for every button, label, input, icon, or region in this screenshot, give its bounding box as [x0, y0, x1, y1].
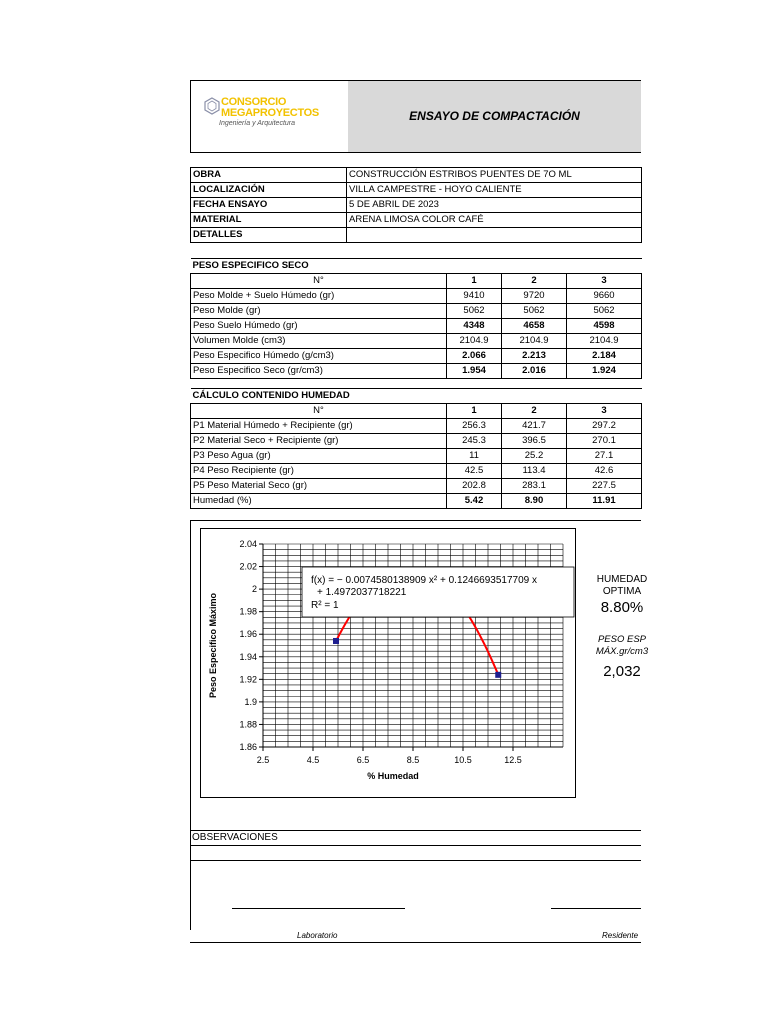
info-row — [191, 228, 642, 243]
peso-cell: 2.184 — [567, 349, 642, 364]
peso-row — [191, 349, 642, 364]
peso-cell: 2104.9 — [447, 334, 502, 349]
peso-row-label: Peso Especifico Seco (gr/cm3) — [191, 364, 447, 379]
peso-head-3: 3 — [567, 274, 642, 289]
info-label: MATERIAL — [191, 213, 347, 228]
humedad-cell: 256.3 — [447, 419, 502, 434]
humedad-cell: 202.8 — [447, 479, 502, 494]
obs-line-2 — [190, 860, 641, 861]
info-value: 5 DE ABRIL DE 2023 — [347, 198, 642, 213]
signature-line-residente — [551, 908, 641, 909]
peso-row — [191, 319, 642, 334]
x-tick-label: 4.5 — [306, 755, 320, 765]
peso-row — [191, 364, 642, 379]
y-tick-label: 2 — [251, 584, 257, 595]
peso-esp-value: 2,032 — [603, 663, 641, 680]
peso-cell: 9660 — [567, 289, 642, 304]
humedad-row-label: P3 Peso Agua (gr) — [191, 449, 447, 464]
peso-cell: 2.016 — [502, 364, 567, 379]
y-tick-label: 1.88 — [239, 719, 257, 730]
info-row — [191, 168, 642, 183]
info-row — [191, 198, 642, 213]
equation-line1: f(x) = − 0.0074580138909 x² + 0.1246693517709 x — [311, 575, 538, 586]
humedad-row — [191, 464, 642, 479]
y-tick-label: 1.98 — [239, 606, 257, 617]
info-row — [191, 213, 642, 228]
y-tick-label: 1.86 — [239, 742, 257, 752]
info-label: DETALLES — [191, 228, 347, 243]
x-tick-label: 12.5 — [504, 755, 522, 765]
peso-cell: 2104.9 — [502, 334, 567, 349]
r-squared: R² = 1 — [311, 600, 339, 611]
peso-cell: 9410 — [447, 289, 502, 304]
humedad-section-title: CÁLCULO CONTENIDO HUMEDAD — [191, 389, 642, 404]
y-tick-label: 1.92 — [239, 674, 257, 685]
humedad-row — [191, 449, 642, 464]
data-point — [333, 638, 339, 644]
humedad-cell: 8.90 — [502, 494, 567, 509]
logo-text-line1: CONSORCIO — [221, 96, 287, 108]
y-tick-label: 1.94 — [239, 651, 257, 662]
peso-row-label: Peso Molde (gr) — [191, 304, 447, 319]
peso-cell: 1.954 — [447, 364, 502, 379]
peso-cell: 4348 — [447, 319, 502, 334]
peso-section-title: PESO ESPECIFICO SECO — [191, 259, 642, 274]
peso-cell: 5062 — [567, 304, 642, 319]
humedad-cell: 113.4 — [502, 464, 567, 479]
peso-cell: 1.924 — [567, 364, 642, 379]
humedad-row — [191, 494, 642, 509]
peso-esp-label2: MÁX.gr/cm3 — [595, 646, 649, 657]
title-box — [348, 81, 641, 152]
y-tick-label: 2.02 — [239, 561, 257, 572]
peso-row — [191, 334, 642, 349]
peso-cell: 2.213 — [502, 349, 567, 364]
info-value — [347, 228, 642, 243]
humedad-cell: 11 — [447, 449, 502, 464]
logo-text-line2: MEGAPROYECTOS — [221, 107, 319, 119]
observaciones-label: OBSERVACIONES — [192, 832, 278, 843]
info-value: ARENA LIMOSA COLOR CAFÉ — [347, 213, 642, 228]
data-point — [495, 672, 501, 678]
info-value: CONSTRUCCIÓN ESTRIBOS PUENTES DE 7O ML — [347, 168, 642, 183]
peso-cell: 2104.9 — [567, 334, 642, 349]
humedad-head-1: 1 — [447, 404, 502, 419]
peso-row-label: Peso Especifico Húmedo (g/cm3) — [191, 349, 447, 364]
peso-row — [191, 304, 642, 319]
info-label: OBRA — [191, 168, 347, 183]
peso-head-n: N° — [191, 274, 447, 289]
humedad-head-n: N° — [191, 404, 447, 419]
peso-cell: 4658 — [502, 319, 567, 334]
x-tick-label: 2.5 — [256, 755, 270, 765]
humedad-cell: 5.42 — [447, 494, 502, 509]
humedad-row-label: P1 Material Húmedo + Recipiente (gr) — [191, 419, 447, 434]
humedad-cell: 245.3 — [447, 434, 502, 449]
y-tick-label: 1.96 — [239, 629, 257, 640]
x-axis-label: % Humedad — [367, 771, 419, 781]
humedad-cell: 297.2 — [567, 419, 642, 434]
x-tick-label: 8.5 — [406, 755, 420, 765]
info-label: LOCALIZACIÓN — [191, 183, 347, 198]
obs-top-line — [190, 830, 641, 831]
compaction-chart — [200, 528, 576, 798]
peso-cell: 2.066 — [447, 349, 502, 364]
signature-line-laboratorio — [232, 908, 405, 909]
x-tick-label: 10.5 — [454, 755, 472, 765]
y-tick-label: 1.9 — [244, 696, 257, 707]
humedad-row-label: P2 Material Seco + Recipiente (gr) — [191, 434, 447, 449]
peso-head-1: 1 — [447, 274, 502, 289]
chart-svg — [201, 529, 575, 797]
peso-row-label: Peso Suelo Húmedo (gr) — [191, 319, 447, 334]
humedad-cell: 42.5 — [447, 464, 502, 479]
peso-cell: 9720 — [502, 289, 567, 304]
humedad-table — [190, 388, 642, 509]
info-table — [190, 167, 642, 243]
humedad-head-3: 3 — [567, 404, 642, 419]
logo-icon — [203, 97, 221, 115]
humedad-cell: 11.91 — [567, 494, 642, 509]
company-logo — [191, 81, 349, 152]
humedad-head-2: 2 — [502, 404, 567, 419]
peso-cell: 4598 — [567, 319, 642, 334]
humedad-row — [191, 479, 642, 494]
humedad-cell: 283.1 — [502, 479, 567, 494]
humedad-cell: 396.5 — [502, 434, 567, 449]
signature-label-laboratorio: Laboratorio — [297, 931, 338, 940]
info-row — [191, 183, 642, 198]
humedad-row-label: Humedad (%) — [191, 494, 447, 509]
humedad-cell: 270.1 — [567, 434, 642, 449]
peso-especifico-table — [190, 258, 642, 379]
page-title: ENSAYO DE COMPACTACIÓN — [409, 109, 580, 123]
peso-cell: 5062 — [447, 304, 502, 319]
humedad-cell: 25.2 — [502, 449, 567, 464]
logo-subtitle: Ingeniería y Arquitectura — [219, 120, 296, 127]
humedad-row — [191, 419, 642, 434]
humedad-optima-value: 8.80% — [600, 599, 644, 616]
humedad-optima-label2: OPTIMA — [602, 586, 642, 597]
peso-esp-label1: PESO ESP — [597, 634, 647, 645]
peso-head-2: 2 — [502, 274, 567, 289]
info-value: VILLA CAMPESTRE - HOYO CALIENTE — [347, 183, 642, 198]
info-label: FECHA ENSAYO — [191, 198, 347, 213]
peso-row — [191, 289, 642, 304]
humedad-row — [191, 434, 642, 449]
humedad-cell: 42.6 — [567, 464, 642, 479]
y-axis-label: Peso Especifico Máximo — [208, 592, 218, 699]
humedad-cell: 421.7 — [502, 419, 567, 434]
page-bottom-line — [190, 942, 641, 943]
report-header — [190, 80, 641, 153]
humedad-cell: 27.1 — [567, 449, 642, 464]
y-tick-label: 2.04 — [239, 539, 257, 549]
peso-cell: 5062 — [502, 304, 567, 319]
humedad-row-label: P4 Peso Recipiente (gr) — [191, 464, 447, 479]
humedad-cell: 227.5 — [567, 479, 642, 494]
equation-line2: + 1.49720377182​21 — [317, 587, 407, 598]
humedad-row-label: P5 Peso Material Seco (gr) — [191, 479, 447, 494]
signature-label-residente: Residente — [602, 931, 639, 940]
obs-line-1 — [190, 845, 641, 846]
peso-row-label: Peso Molde + Suelo Húmedo (gr) — [191, 289, 447, 304]
x-tick-label: 6.5 — [356, 755, 370, 765]
peso-row-label: Volumen Molde (cm3) — [191, 334, 447, 349]
humedad-optima-label1: HUMEDAD — [596, 574, 648, 585]
